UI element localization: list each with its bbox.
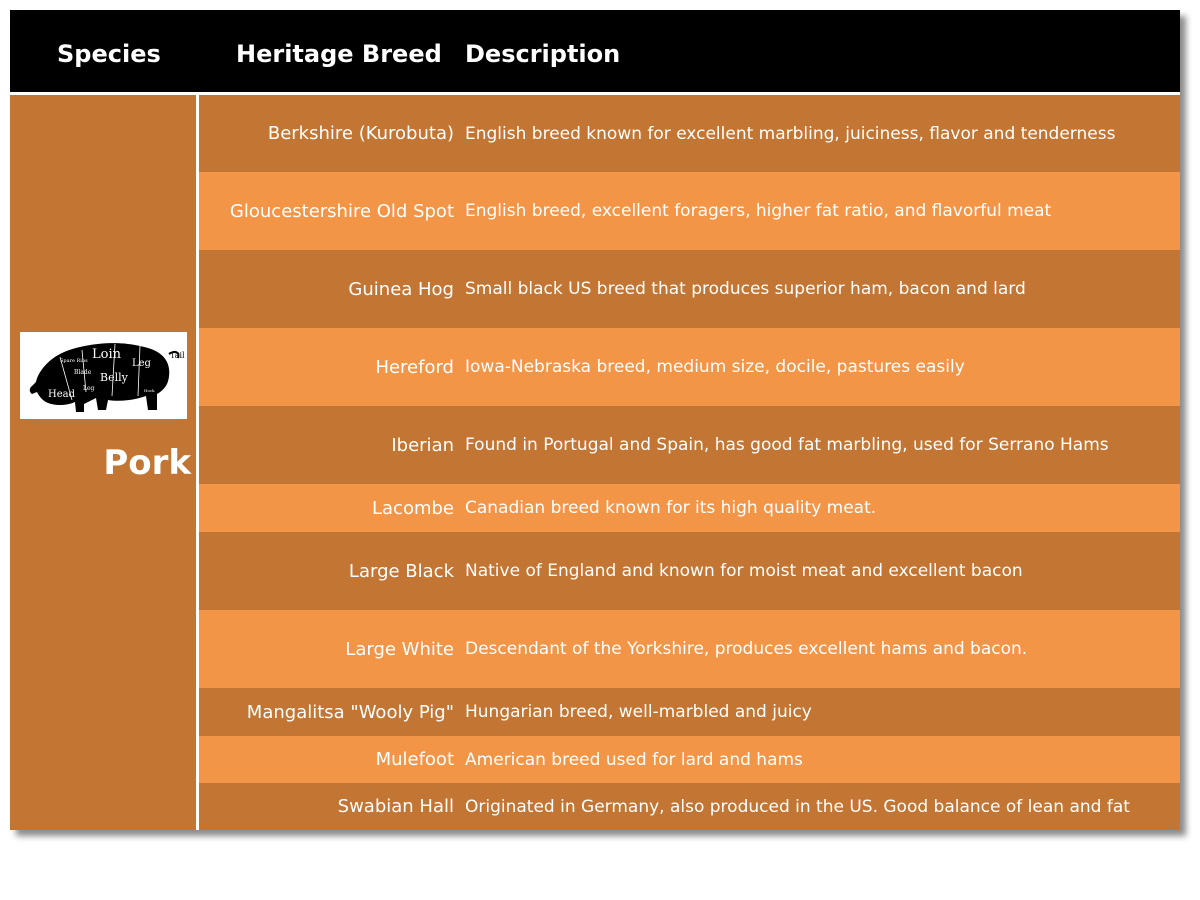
table-row (199, 610, 1180, 688)
table-row (199, 688, 1180, 736)
table-row (199, 532, 1180, 610)
breed-table (10, 10, 1180, 830)
table-row (199, 783, 1180, 830)
breed-description: Native of England and known for moist meat and excellent bacon (465, 561, 1023, 581)
table-row (199, 406, 1180, 484)
breed-description: Descendant of the Yorkshire, produces excellent hams and bacon. (465, 639, 1028, 659)
breed-name: Mulefoot (375, 749, 454, 770)
breed-name: Iberian (391, 434, 454, 456)
table-header (10, 10, 1180, 92)
breed-description: American breed used for lard and hams (465, 749, 803, 770)
pig-label-blade: Blade (74, 369, 92, 376)
table-row (199, 328, 1180, 406)
breed-description: Canadian breed known for its high quality meat. (465, 498, 877, 518)
table-row (199, 736, 1180, 783)
header-description: Description (465, 40, 621, 68)
breed-name: Berkshire (Kurobuta) (267, 123, 454, 144)
pig-label-front-leg: Leg (83, 385, 95, 392)
breed-name: Gloucestershire Old Spot (229, 200, 454, 222)
breed-description: Small black US breed that produces superior ham, bacon and lard (465, 279, 1026, 299)
pig-silhouette-icon (20, 332, 187, 419)
species-cell (10, 95, 196, 830)
pig-label-head: Head (48, 389, 76, 400)
pig-label-belly: Belly (100, 371, 128, 384)
breed-name: Mangalitsa "Wooly Pig" (246, 701, 454, 723)
pig-label-tail: Tail (170, 351, 185, 360)
pig-cuts-image (20, 332, 187, 419)
table-row (199, 172, 1180, 250)
table-row (199, 484, 1180, 532)
breed-description: Originated in Germany, also produced in the US. Good balance of lean and fat (465, 796, 1130, 817)
breed-description: Hungarian breed, well-marbled and juicy (465, 702, 812, 722)
breed-name: Lacombe (371, 497, 454, 519)
pig-label-hock: Hock (144, 388, 155, 393)
header-species: Species (57, 40, 161, 68)
breed-description: Found in Portugal and Spain, has good fat marbling, used for Serrano Hams (465, 435, 1109, 455)
breed-name: Hereford (375, 356, 454, 378)
table-row (199, 95, 1180, 172)
table-row (199, 250, 1180, 328)
pig-label-loin: Loin (92, 347, 121, 362)
breed-description: English breed, excellent foragers, higher fat ratio, and flavorful meat (465, 201, 1052, 221)
breed-name: Large White (345, 638, 454, 660)
species-name: Pork (103, 443, 191, 483)
breed-description: English breed known for excellent marbling, juiciness, flavor and tenderness (465, 123, 1116, 144)
breed-description: Iowa-Nebraska breed, medium size, docile, pastures easily (465, 357, 965, 377)
pig-label-leg: Leg (132, 358, 151, 369)
breed-name: Guinea Hog (348, 278, 454, 300)
header-heritage-breed: Heritage Breed (236, 40, 442, 68)
pig-label-spare-ribs: Spare Ribs (60, 358, 88, 364)
breed-name: Large Black (348, 560, 454, 582)
breed-name: Swabian Hall (337, 796, 454, 817)
